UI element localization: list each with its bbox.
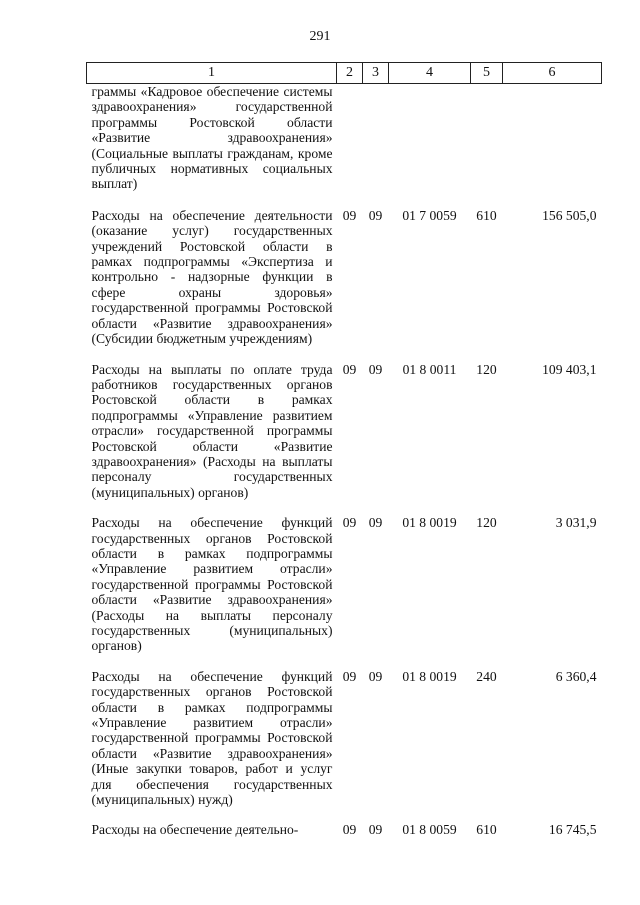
column-header: 3 (363, 63, 389, 84)
row-amount: 3 031,9 (555, 515, 597, 531)
row-target-article (389, 84, 471, 208)
table-row (87, 822, 602, 852)
row-target-article: 01 8 0019 (402, 668, 457, 684)
row-subsection: 09 (368, 668, 383, 684)
row-expense-type: 120 (476, 361, 497, 377)
row-expense-type: 610 (476, 822, 497, 838)
page-number: 291 (309, 29, 331, 44)
row-subsection: 09 (368, 207, 383, 223)
row-subsection: 09 (368, 515, 383, 531)
row-description: Расходы на обеспечение функций государственных органов Ростовской области в рамках подпрограммы «Управление развитием отрасли» государственной программы Ростовской области «Развитие здравоохранения» (Иные закупки товаров, работ и услуг для обеспечения государственных (муниципальных) нужд) (91, 668, 333, 808)
row-target-article: 01 8 0011 (402, 361, 457, 377)
row-description: Расходы на обеспечение деятельности (оказание услуг) государственных учреждений Ростовской области в рамках подпрограммы «Экспертиза и контрольно - надзорные функции в сфере охраны здоровья» государственной программы Ростовской области «Развитие здравоохранения» (Субсидии бюджетным учреждениям) (91, 207, 333, 347)
row-section: 09 (342, 668, 357, 684)
table-header-row (87, 63, 602, 84)
row-description: граммы «Кадровое обеспечение системы здравоохранения» государственной программы Ростовской области «Развитие здравоохранения» (Социальные выплаты гражданам, кроме публичных нормативных социальных выплат) (91, 84, 333, 192)
row-section: 09 (342, 207, 357, 223)
table-row (87, 362, 602, 516)
row-target-article: 01 8 0019 (402, 515, 457, 531)
row-subsection (363, 84, 389, 208)
row-description: Расходы на выплаты по оплате труда работников государственных органов Ростовской области в рамках подпрограммы «Управление развитием отрасли» государственной программы Ростовской области «Развитие здравоохранения» (Расходы на выплаты персоналу государственных (муниципальных) органов) (91, 361, 333, 500)
table-row (87, 515, 602, 669)
table-row (87, 669, 602, 823)
column-header: 2 (337, 63, 363, 84)
row-amount: 6 360,4 (555, 668, 597, 684)
table-row (87, 84, 602, 208)
row-amount: 156 505,0 (542, 207, 597, 223)
column-header: 1 (87, 63, 337, 84)
row-target-article: 01 7 0059 (402, 207, 457, 223)
row-amount: 109 403,1 (542, 361, 597, 377)
row-section: 09 (342, 361, 357, 377)
row-expense-type (471, 84, 503, 208)
row-section: 09 (342, 515, 357, 531)
row-section: 09 (342, 822, 357, 838)
row-subsection: 09 (368, 361, 383, 377)
row-description: Расходы на обеспечение деятельно- (91, 822, 299, 838)
row-amount (503, 84, 602, 208)
row-subsection: 09 (368, 822, 383, 838)
row-target-article: 01 8 0059 (402, 822, 457, 838)
column-header: 6 (503, 63, 602, 84)
row-expense-type: 610 (476, 207, 497, 223)
row-expense-type: 240 (476, 668, 497, 684)
column-header: 5 (471, 63, 503, 84)
row-section (337, 84, 363, 208)
table-row (87, 208, 602, 362)
row-expense-type: 120 (476, 515, 497, 531)
row-description: Расходы на обеспечение функций государственных органов Ростовской области в рамках подпрограммы «Управление развитием отрасли» государственной программы Ростовской области «Развитие здравоохранения» (Расходы на выплаты персоналу государственных (муниципальных) органов) (91, 515, 333, 654)
row-amount: 16 745,5 (548, 822, 597, 838)
budget-table (86, 62, 602, 853)
column-header: 4 (389, 63, 471, 84)
